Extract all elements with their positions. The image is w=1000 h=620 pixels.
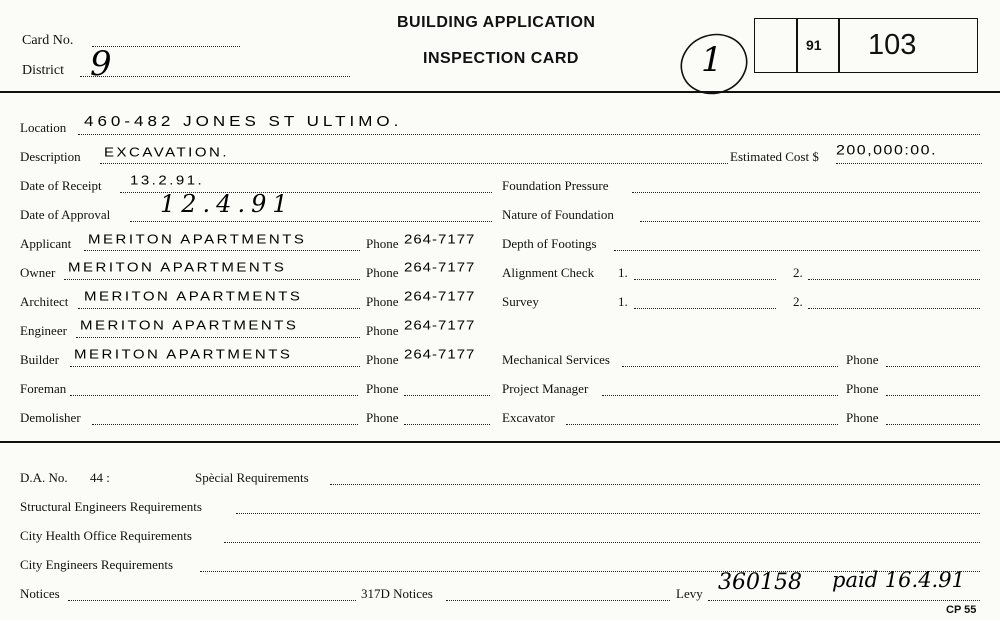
special-requirements-label: Spècial Requirements [195,470,309,485]
demolisher-label: Demolisher [20,410,81,425]
circled-number: 1 [701,40,723,80]
applicant-label: Applicant [20,236,72,251]
levy-label: Levy [676,586,703,601]
mechanical-services-phone-label: Phone [846,352,879,367]
levy-note: paid 16.4.91 [832,568,965,592]
architect-phone-value: 264-7177 [404,289,476,304]
architect-phone-label: Phone [366,294,399,309]
excavator-phone-line [886,424,980,425]
location-line [78,134,980,135]
survey-1-line [634,308,776,309]
description-value: EXCAVATION. [104,145,230,160]
alignment-check-2-label: 2. [793,265,803,280]
estimated-cost-label: Estimated Cost $ [730,149,819,164]
date-of-receipt-label: Date of Receipt [20,178,102,193]
alignment-check-label: Alignment Check [502,265,595,280]
engineer-label: Engineer [20,323,67,338]
health-requirements-line [224,542,980,543]
structural-requirements-label: Structural Engineers Requirements [20,499,202,514]
foundation-pressure-label: Foundation Pressure [502,178,609,193]
demolisher-line [92,424,358,425]
form-title-line2: INSPECTION CARD [423,50,579,67]
applicant-line [84,250,360,251]
section-rule [0,441,1000,443]
engineer-phone-label: Phone [366,323,399,338]
description-line [100,163,728,164]
levy-value: 360158 [718,570,802,595]
date-of-approval-line [130,221,492,222]
mechanical-services-label: Mechanical Services [502,352,610,367]
demolisher-phone-label: Phone [366,410,399,425]
date-of-approval-label: Date of Approval [20,207,111,222]
da-no-label: D.A. No. [20,470,68,485]
excavator-label: Excavator [502,410,555,425]
box-divider-left [796,18,798,73]
location-label: Location [20,120,67,135]
project-manager-phone-line [886,395,980,396]
demolisher-phone-line [404,424,490,425]
foreman-phone-label: Phone [366,381,399,396]
levy-line [708,600,980,601]
notices-label: Notices [20,586,60,601]
alignment-check-1-line [634,279,776,280]
owner-line [64,279,360,280]
builder-value: MERITON APARTMENTS [74,347,293,362]
description-label: Description [20,149,81,164]
foreman-phone-line [404,395,490,396]
applicant-phone-value: 264-7177 [404,232,476,247]
survey-2-line [808,308,980,309]
city-engineers-requirements-label: City Engineers Requirements [20,557,174,572]
notices-317d-label: 317D Notices [361,586,433,601]
notices-line [68,600,356,601]
project-manager-line [602,395,838,396]
excavator-line [566,424,838,425]
foundation-pressure-line [632,192,980,193]
mechanical-services-line [622,366,838,367]
mechanical-services-phone-line [886,366,980,367]
engineer-phone-value: 264-7177 [404,318,476,333]
architect-value: MERITON APARTMENTS [84,289,303,304]
district-label: District [22,63,64,78]
nature-of-foundation-label: Nature of Foundation [502,207,614,222]
card-no-line [92,46,240,47]
owner-label: Owner [20,265,56,280]
estimated-cost-value: 200,000:00. [836,143,938,159]
project-manager-phone-label: Phone [846,381,879,396]
foreman-label: Foreman [20,381,67,396]
depth-of-footings-label: Depth of Footings [502,236,597,251]
foreman-line [70,395,358,396]
survey-1-label: 1. [618,294,628,309]
architect-line [78,308,360,309]
owner-phone-value: 264-7177 [404,260,476,275]
health-requirements-label: City Health Office Requirements [20,528,192,543]
engineer-line [76,337,360,338]
form-title-line1: BUILDING APPLICATION [397,14,596,31]
alignment-check-1-label: 1. [618,265,628,280]
box-large-number: 103 [868,29,917,61]
header-rule [0,91,1000,93]
owner-phone-label: Phone [366,265,399,280]
location-value: 460-482 JONES ST ULTIMO. [84,113,403,130]
estimated-cost-line [836,163,982,164]
box-small-number: 91 [806,37,822,53]
structural-requirements-line [236,513,980,514]
nature-of-foundation-line [640,221,980,222]
builder-label: Builder [20,352,59,367]
da-no-value: 44 : [90,470,110,485]
depth-of-footings-line [614,250,980,251]
district-value: 9 [90,44,112,84]
survey-2-label: 2. [793,294,803,309]
survey-label: Survey [502,294,539,309]
special-requirements-line [330,484,980,485]
district-line [80,76,350,77]
box-divider-right [838,18,840,73]
excavator-phone-label: Phone [846,410,879,425]
project-manager-label: Project Manager [502,381,589,396]
applicant-phone-label: Phone [366,236,399,251]
architect-label: Architect [20,294,69,309]
form-code: CP 55 [946,604,977,616]
applicant-value: MERITON APARTMENTS [88,232,307,247]
engineer-value: MERITON APARTMENTS [80,318,299,333]
notices-317d-line [446,600,670,601]
date-of-approval-value: 12.4.91 [160,190,294,218]
card-no-label: Card No. [22,33,74,48]
builder-line [70,366,360,367]
alignment-check-2-line [808,279,980,280]
builder-phone-label: Phone [366,352,399,367]
builder-phone-value: 264-7177 [404,347,476,362]
card-number-box [754,18,978,73]
owner-value: MERITON APARTMENTS [68,260,287,275]
date-of-receipt-value: 13.2.91. [130,173,205,188]
